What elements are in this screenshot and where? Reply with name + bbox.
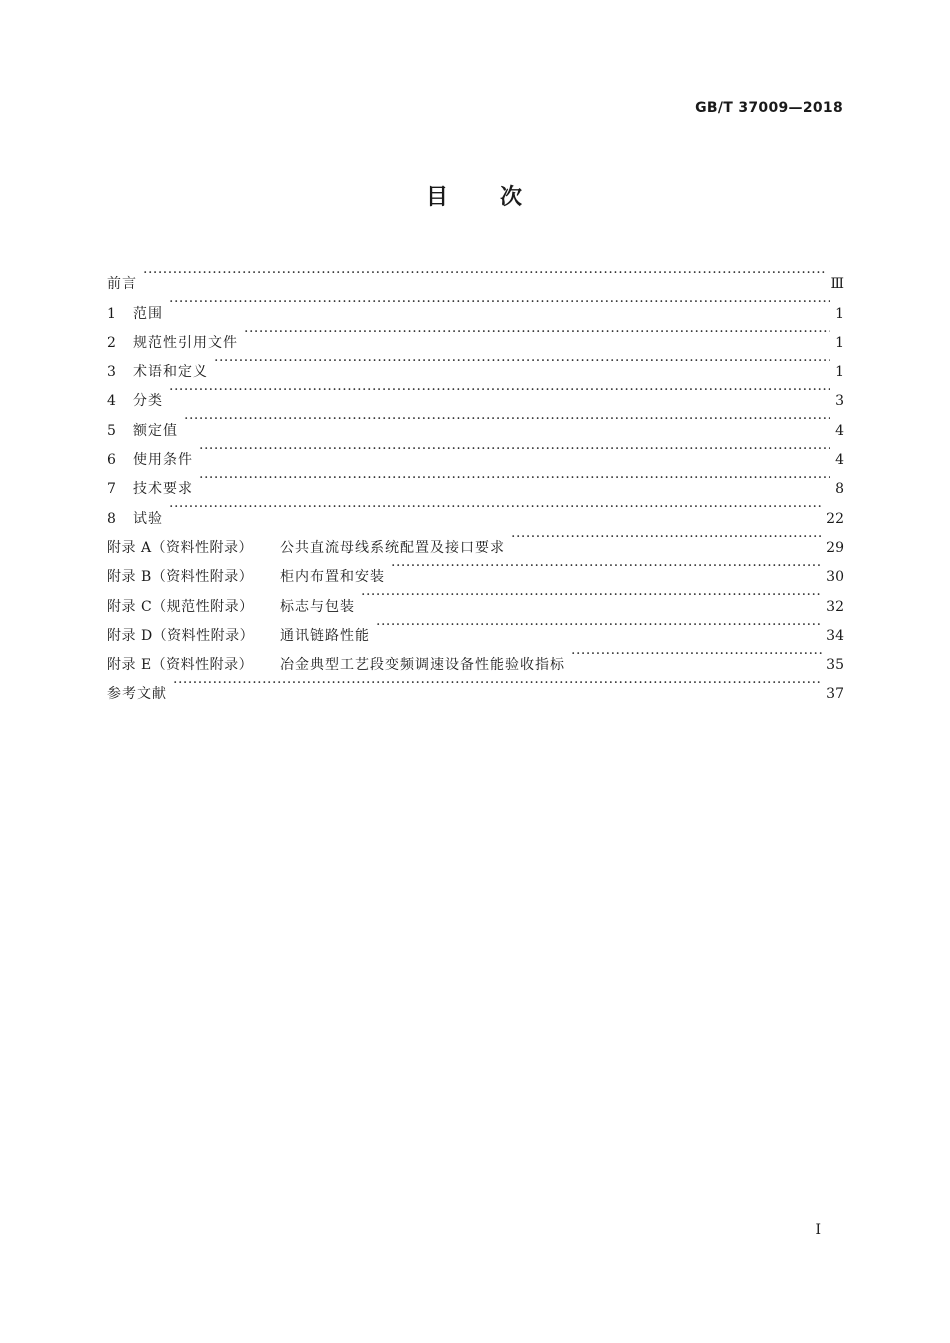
toc-entry-label: 范围 xyxy=(133,305,163,322)
toc-leader-dots xyxy=(376,611,822,640)
toc-entry-label: 冶金典型工艺段变频调速设备性能验收指标 xyxy=(280,657,565,674)
toc-leader-dots xyxy=(169,376,830,405)
toc-entry-number: 6 xyxy=(107,452,116,469)
toc-entry-page: 22 xyxy=(826,510,844,527)
toc-entry-label: 柜内布置和安装 xyxy=(280,569,385,586)
toc-entry-page: 3 xyxy=(835,393,844,410)
toc-entry-chapter-1[interactable] xyxy=(107,288,844,322)
page-number: I xyxy=(815,1222,821,1238)
toc-entry-number: 1 xyxy=(107,305,116,322)
toc-entry-number: 2 xyxy=(107,334,116,351)
toc-entry-page: 1 xyxy=(835,364,844,381)
toc-entry-label: 前言 xyxy=(107,276,137,293)
toc-entry-label: 公共直流母线系统配置及接口要求 xyxy=(280,539,505,556)
toc-entry-label: 分类 xyxy=(133,393,163,410)
toc-leader-dots xyxy=(391,552,822,581)
toc-leader-dots xyxy=(184,405,830,434)
toc-entry-number: 7 xyxy=(107,481,116,498)
toc-entry-page: Ⅲ xyxy=(830,276,844,293)
toc-entry-page: 32 xyxy=(826,598,844,615)
toc-entry-annex-a[interactable] xyxy=(107,523,844,556)
toc-entry-number: 5 xyxy=(107,422,116,439)
toc-entry-label: 术语和定义 xyxy=(133,364,208,381)
toc-entry-page: 1 xyxy=(835,334,844,351)
toc-annex-label: 附录 E（资料性附录） xyxy=(107,657,254,674)
toc-entry-page: 30 xyxy=(826,569,844,586)
standard-code: GB/T 37009—2018 xyxy=(695,100,843,116)
toc-entry-label: 试验 xyxy=(133,510,163,527)
toc-entry-number: 3 xyxy=(107,364,116,381)
toc-leader-dots xyxy=(244,318,830,347)
title-char-2: 次 xyxy=(500,185,525,210)
toc-entry-references[interactable] xyxy=(107,669,844,703)
toc-leader-dots xyxy=(169,288,830,317)
toc-entry-page: 4 xyxy=(835,422,844,439)
table-of-contents xyxy=(107,259,844,703)
page-title xyxy=(0,180,950,211)
toc-entry-chapter-8[interactable] xyxy=(107,493,844,527)
toc-entry-page: 29 xyxy=(826,539,844,556)
toc-entry-page: 4 xyxy=(835,452,844,469)
toc-entry-page: 37 xyxy=(826,686,844,703)
toc-entry-number: 8 xyxy=(107,510,116,527)
toc-entry-foreword[interactable] xyxy=(107,259,844,293)
toc-leader-dots xyxy=(571,640,822,669)
toc-entry-chapter-3[interactable] xyxy=(107,347,844,381)
toc-entry-chapter-7[interactable] xyxy=(107,464,844,498)
toc-leader-dots xyxy=(214,347,830,376)
toc-leader-dots xyxy=(169,493,822,522)
toc-entry-label: 额定值 xyxy=(133,422,178,439)
toc-entry-label: 技术要求 xyxy=(133,481,193,498)
toc-leader-dots xyxy=(143,259,826,288)
toc-entry-label: 参考文献 xyxy=(107,686,167,703)
toc-leader-dots xyxy=(199,435,830,464)
toc-annex-label: 附录 A（资料性附录） xyxy=(107,539,254,556)
title-char-1: 目 xyxy=(425,185,450,210)
toc-entry-page: 8 xyxy=(835,481,844,498)
toc-entry-label: 通讯链路性能 xyxy=(280,627,370,644)
toc-entry-chapter-6[interactable] xyxy=(107,435,844,469)
toc-entry-number: 4 xyxy=(107,393,116,410)
toc-entry-chapter-5[interactable] xyxy=(107,405,844,439)
toc-entry-page: 34 xyxy=(826,627,844,644)
toc-entry-chapter-2[interactable] xyxy=(107,318,844,351)
toc-entry-page: 35 xyxy=(826,657,844,674)
toc-annex-label: 附录 B（资料性附录） xyxy=(107,569,254,586)
toc-entry-label: 标志与包装 xyxy=(280,598,355,615)
toc-leader-dots xyxy=(199,464,830,493)
toc-annex-label: 附录 C（规范性附录） xyxy=(107,598,254,615)
toc-leader-dots xyxy=(173,669,822,698)
toc-entry-label: 使用条件 xyxy=(133,452,193,469)
toc-entry-chapter-4[interactable] xyxy=(107,376,844,410)
toc-annex-label: 附录 D（资料性附录） xyxy=(107,627,255,644)
toc-entry-page: 1 xyxy=(835,305,844,322)
toc-leader-dots xyxy=(511,523,822,552)
toc-entry-label: 规范性引用文件 xyxy=(133,334,238,351)
toc-leader-dots xyxy=(361,581,822,610)
